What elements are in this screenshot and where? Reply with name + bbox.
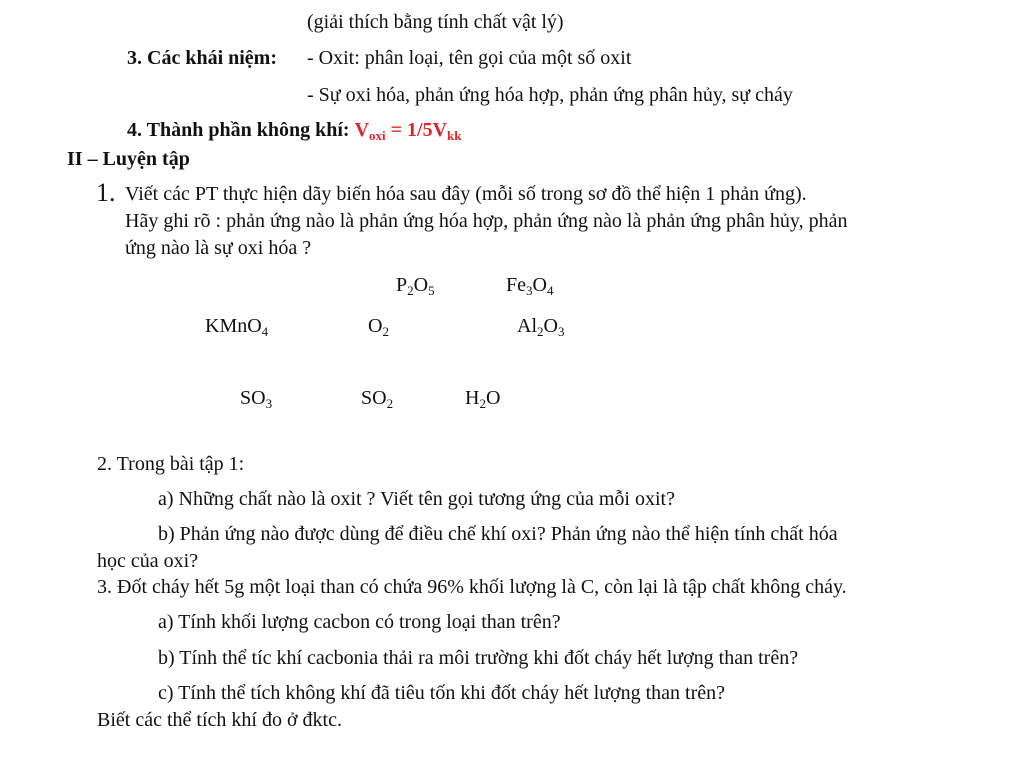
formula-o2: $O_2$ xyxy=(368,315,389,339)
concepts-item-1: - Oxit: phân loại, tên gọi của một số oxit xyxy=(307,47,632,69)
explain-line: (giải thích bằng tính chất vật lý) xyxy=(307,11,564,33)
ex2-b-line-2: học của oxi? xyxy=(97,550,199,572)
ex3-a: a) Tính khối lượng cacbon có trong loại than trên? xyxy=(158,611,561,633)
concepts-label: 3. Các khái niệm: xyxy=(127,47,277,69)
ex3-b: b) Tính thể tíc khí cacbonia thải ra môi trường khi đốt cháy hết lượng than trên? xyxy=(158,647,799,669)
concepts-item-2: - Sự oxi hóa, phản ứng hóa hợp, phản ứng phân hủy, sự cháy xyxy=(307,84,793,106)
formula-fe3o4: $Fe_3O_4$ xyxy=(506,274,554,298)
ex2-title: 2. Trong bài tập 1: xyxy=(97,453,245,475)
formula-h2o: $H_2O$ xyxy=(465,387,501,411)
air-label: 4. Thành phần không khí: xyxy=(127,119,350,141)
ex3-c: c) Tính thể tích không khí đã tiêu tốn khi đốt cháy hết lượng than trên? xyxy=(158,682,726,704)
practice-heading: II – Luyện tập xyxy=(67,148,190,170)
air-formula: $V_{oxi} = 1/5V_{kk}$ xyxy=(354,119,462,143)
formula-p2o5: $P_2O_5$ xyxy=(396,274,435,298)
formula-kmno4: KMnO$_4$ xyxy=(205,315,269,339)
ex1-line-3: ứng nào là sự oxi hóa ? xyxy=(125,237,312,259)
ex2-a: a) Những chất nào là oxit ? Viết tên gọi tương ứng của mỗi oxit? xyxy=(158,488,675,510)
ex2-b-line-1: b) Phản ứng nào được dùng để điều chế khí oxi? Phản ứng nào thể hiện tính chất hóa xyxy=(158,523,838,545)
formula-al2o3: $Al_2O_3$ xyxy=(517,315,565,339)
air-composition xyxy=(127,118,462,142)
ex3-note: Biết các thể tích khí đo ở đktc. xyxy=(97,709,342,731)
formula-so3: $SO_3$ xyxy=(240,387,273,411)
ex3-title: 3. Đốt cháy hết 5g một loại than có chứa 96% khối lượng là C, còn lại là tập chất không cháy. xyxy=(97,576,847,598)
ex1-line-2: Hãy ghi rõ : phản ứng nào là phản ứng hóa hợp, phản ứng nào là phản ứng phân hủy, phản xyxy=(125,210,848,232)
ex1-line-1: Viết các PT thực hiện dãy biến hóa sau đây (mỗi số trong sơ đồ thể hiện 1 phản ứng). xyxy=(125,183,807,205)
formula-so2: $SO_2$ xyxy=(361,387,394,411)
ex1-number: 1. xyxy=(96,178,116,207)
